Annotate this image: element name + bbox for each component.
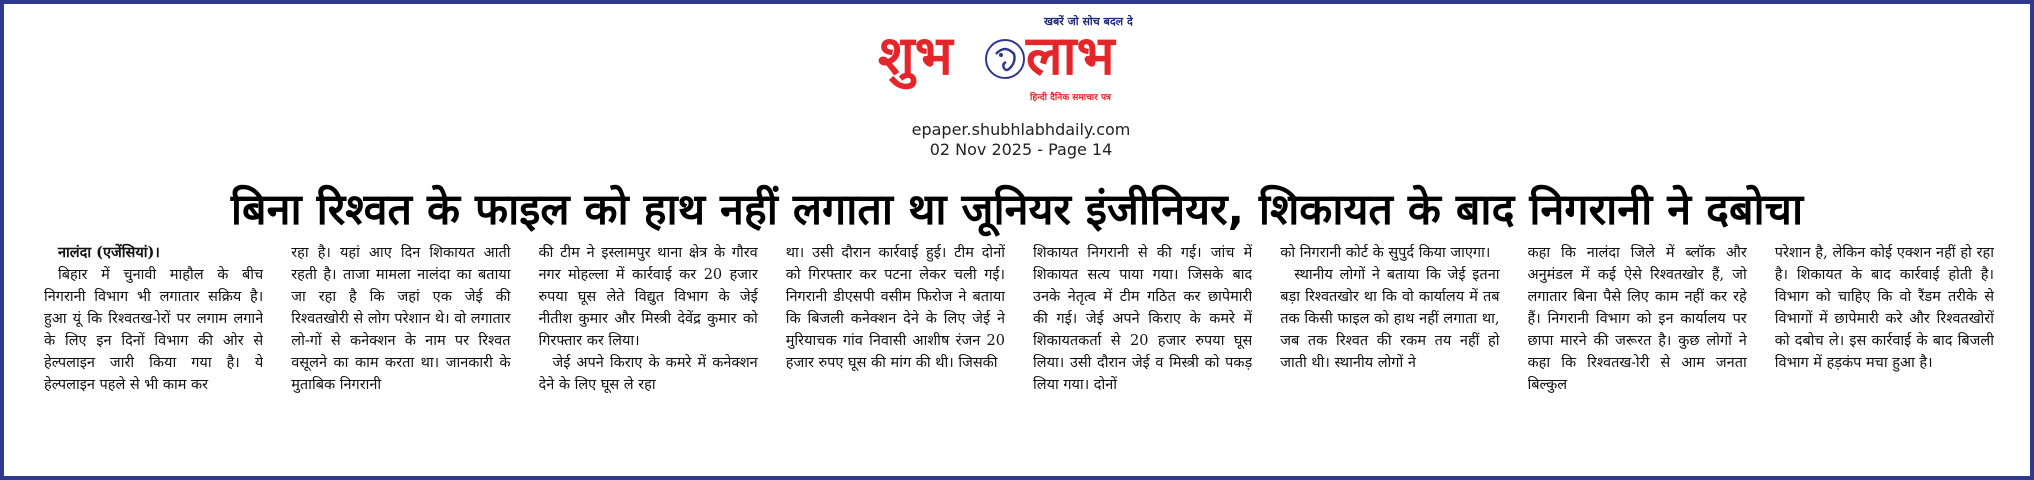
paragraph: रहा है। यहां आए दिन शिकायत आती रहती है। ताजा मामला नालंदा का बताया जा रहा है कि जहां एक जेई की रिश्वतखोरी से लोग परेशान थे। वो लगातार लो-गों से कनेक्शन के नाम पर रिश्वत वसूलने का काम करता था। जानकारी के मुताबिक निगरानी: [291, 245, 511, 393]
logo-word-labh: लाभ: [1026, 24, 1115, 87]
article-headline: बिना रिश्वत के फाइल को हाथ नहीं लगाता था जूनियर इंजीनियर, शिकायत के बाद निगरानी ने दबोचा: [230, 185, 1804, 235]
source-site: epaper.shubhlabhdaily.com: [911, 120, 1131, 139]
masthead-subtag: हिन्दी दैनिक समाचार पत्र: [1030, 93, 1112, 103]
article-column-2: [291, 242, 510, 464]
logo-word-shubh: शुभ: [878, 24, 953, 87]
article-byline: नालंदा (एजेंसियां)।: [58, 244, 160, 261]
paragraph: जेई अपने किराए के कमरे में कनेक्शन देने के लिए घूस ले रहा: [538, 355, 758, 393]
source-info: [771, 120, 1271, 160]
source-date-page: 02 Nov 2025 - Page 14: [929, 140, 1113, 159]
masthead-logo: [874, 12, 1174, 116]
paragraph: शिकायत निगरानी से की गई। जांच में शिकायत सत्य पाया गया। जिसके बाद उनके नेतृत्व में टीम गठित कर छापेमारी की गई। जेई अपने किराए के कमरे में शिकायतकर्ता से 20 हजार रुपया घूस लिया। उसी दौरान जेई व मिस्त्री को पकड़ लिया गया। दोनों: [1033, 245, 1253, 393]
article-column-6: [1280, 242, 1499, 464]
article-column-7: [1528, 242, 1747, 464]
article-column-4: [786, 242, 1005, 464]
article-column-5: [1033, 242, 1252, 464]
paragraph: को निगरानी कोर्ट के सुपुर्द किया जाएगा।: [1280, 245, 1491, 261]
paragraph: बिहार में चुनावी माहौल के बीच निगरानी विभाग भी लगातार सक्रिय है। हुआ यूं कि रिश्वतख-ोरों पर लगाम लगाने के लिए इन दिनों विभाग की ओर से हेल्पलाइन जारी किया गया है। ये हेल्पलाइन पहले से भी काम कर: [44, 267, 264, 393]
paragraph: स्थानीय लोगों ने बताया कि जेई इतना बड़ा रिश्वतखोर था कि वो कार्यालय में तब तक किसी फाइल को हाथ नहीं लगाता था, जब तक रिश्वत की रकम तय नहीं हो जाती थी। स्थानीय लोगों ने: [1280, 267, 1500, 371]
paragraph: कहा कि नालंदा जिले में ब्लॉक और अनुमंडल में कई ऐसे रिश्वतखोर हैं, जो लगातार बिना पैसे लिए काम नहीं कर रहे हैं। निगरानी विभाग को इन कार्यालय पर छापा मारने की जरूरत है। कुछ लोगों ने कहा कि रिश्वतख-ोरी से आम जनता बिल्कुल: [1527, 245, 1747, 393]
article-body: [44, 242, 1994, 466]
paragraph: था। उसी दौरान कार्रवाई हुई। टीम दोनों को गिरफ्तार कर पटना लेकर चली गई। निगरानी डीएसपी वसीम फिरोज ने बताया कि बिजली कनेक्शन देने के लिए जेई ने मुरियाचक गांव निवासी आशीष रंजन 20 हजार रुपए घूस की मांग की थी। जिसकी: [785, 245, 1005, 371]
article-column-1: [44, 242, 263, 464]
paragraph: की टीम ने इस्लामपुर थाना क्षेत्र के गौरव नगर मोहल्ला में कार्रवाई कर 20 हजार रुपया घूस लेते विद्युत विभाग के जेई नीतीश कुमार और मिस्त्री देवेंद्र कुमार को गिरफ्तार कर लिया।: [538, 245, 758, 349]
ganesha-icon: [984, 38, 1026, 80]
masthead-tagline: खबरें जो सोच बदल दे: [1044, 15, 1133, 28]
article-column-3: [539, 242, 758, 464]
paragraph: परेशान है, लेकिन कोई एक्शन नहीं हो रहा है। शिकायत के बाद कार्रवाई होती है। विभाग को चाहिए कि वो रैंडम तरीके से विभागों में छापेमारी करे और रिश्वतखोरों को दबोच ले। इस कार्रवाई के बाद बिजली विभाग में हड़कंप मचा हुआ है।: [1774, 245, 1994, 371]
article-column-8: [1775, 242, 1994, 464]
